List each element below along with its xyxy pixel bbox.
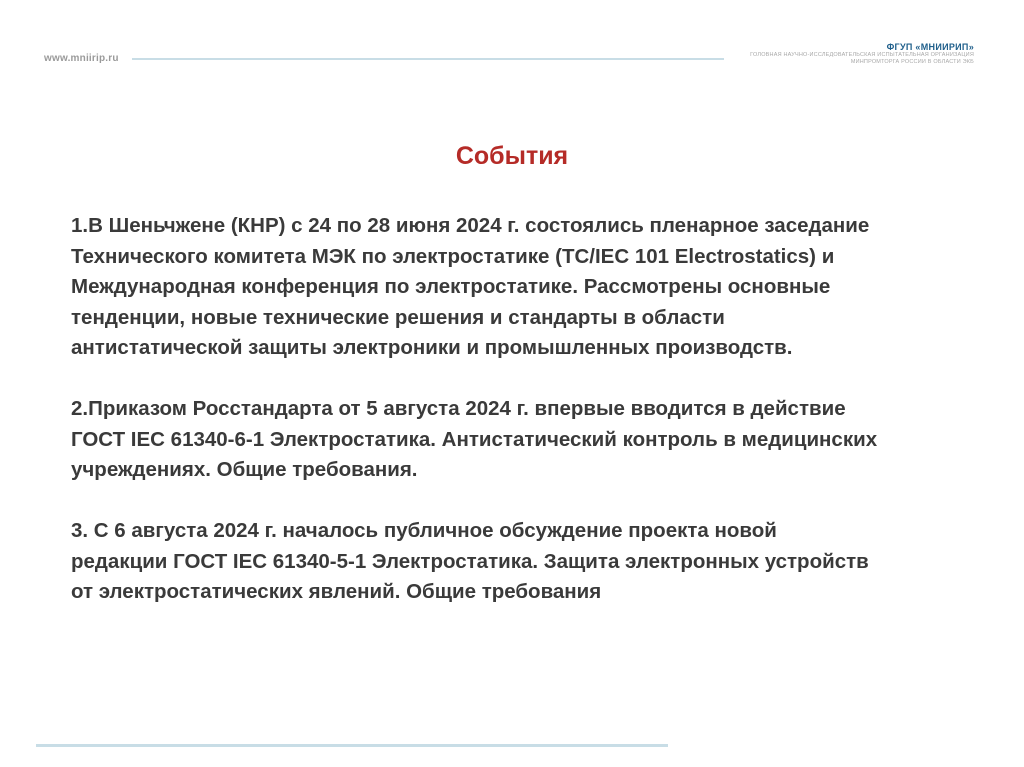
text-line: ГОСТ IEC 61340-6-1 Электростатика. Антистатический контроль в медицинских [71, 427, 878, 451]
paragraph-1 [71, 211, 971, 364]
paragraph-3 [71, 516, 971, 608]
org-name: ФГУП «МНИИРИП» [886, 42, 974, 52]
org-subtitle-line: ГОЛОВНАЯ НАУЧНО-ИССЛЕДОВАТЕЛЬСКАЯ ИСПЫТАТЕЛЬНАЯ ОРГАНИЗАЦИЯ [750, 52, 974, 58]
text-line: Технического комитета МЭК по электростатике (TC/IEC 101 Electrostatics) и [71, 244, 835, 268]
paragraph-2 [71, 394, 971, 486]
text-line: антистатической защиты электроники и промышленных производств. [71, 336, 793, 359]
org-subtitle-line: МИНПРОМТОРГА РОССИИ В ОБЛАСТИ ЭКБ [850, 59, 974, 65]
text-line: 3. С 6 августа 2024 г. началось публичное обсуждение проекта новой [71, 519, 777, 542]
text-line: тенденции, новые технические решения и стандарты в области [71, 305, 725, 329]
footer-divider [36, 744, 668, 747]
slide-title: События [455, 142, 569, 170]
text-line: 2.Приказом Росстандарта от 5 августа 2024 г. впервые вводится в действие [71, 397, 846, 420]
text-line: учреждениях. Общие требования. [71, 458, 418, 481]
text-line: Международная конференция по электростатике. Рассмотрены основные [71, 275, 831, 298]
site-url: www.mniirip.ru [44, 53, 119, 64]
header-divider [132, 58, 724, 60]
text-line: редакции ГОСТ IEC 61340-5-1 Электростатика. Защита электронных устройств [71, 549, 869, 573]
org-block [714, 42, 974, 66]
slide-content [71, 211, 971, 638]
text-line: 1.В Шеньчжене (КНР) с 24 по 28 июня 2024 г. состоялись пленарное заседание [71, 214, 870, 237]
text-line: от электростатических явлений. Общие требования [71, 580, 602, 603]
